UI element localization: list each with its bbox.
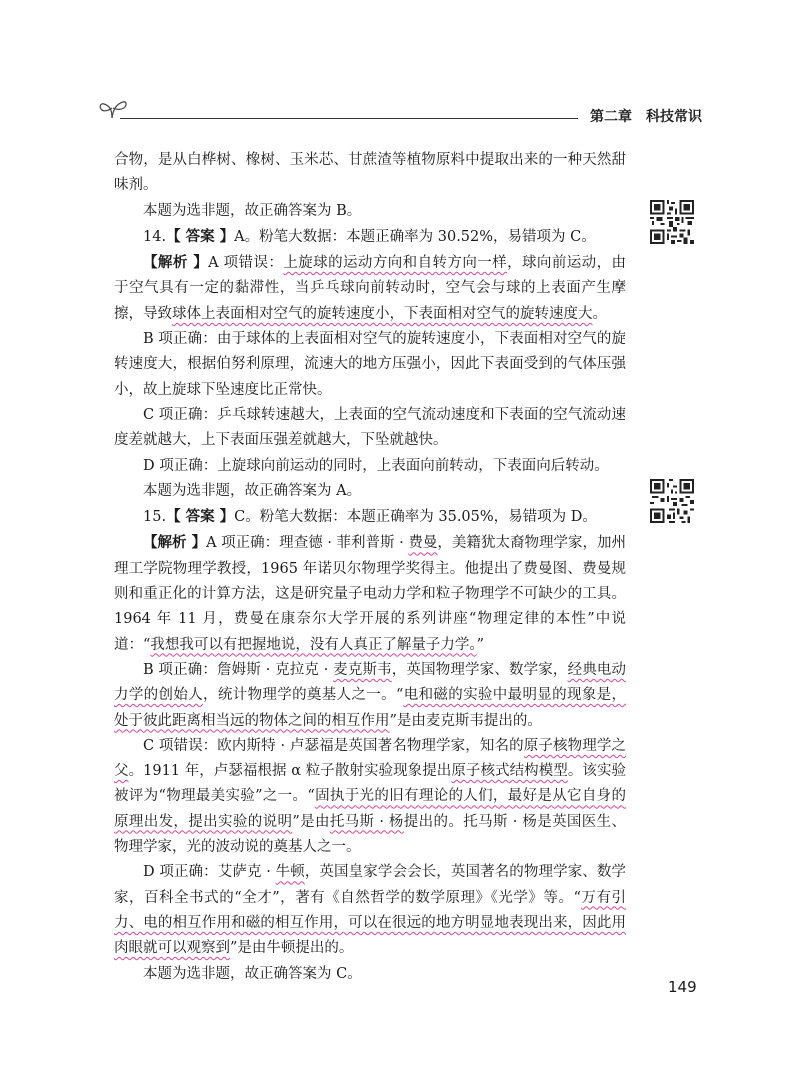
highlighted-text: 球体上表面相对空气的旋转速度小，下表面相对空气的旋转速度大 bbox=[172, 305, 593, 322]
analysis-15-c bbox=[114, 734, 626, 860]
highlighted-text: 经典电动力学的创始人 bbox=[114, 661, 627, 704]
text-run: C 项错误：欧内斯特 · 卢瑟福是英国著名物理学家，知名的 bbox=[143, 737, 524, 754]
analysis-14-c: C 项正确：乒乓球转速越大，上表面的空气流动速度和下表面的空气流动速度差就越大，上下表面压强差就越大，下坠就越快。 bbox=[114, 406, 626, 449]
paragraph: 合物，是从白桦树、橡树、玉米芯、甘蔗渣等植物原料中提取出来的一种天然甜味剂。 bbox=[114, 152, 626, 194]
text-run: A 项正确：理查德 · 菲利普斯 · bbox=[206, 535, 409, 552]
answer-15 bbox=[114, 504, 626, 530]
text-run: 。1911 年，卢瑟福根据 α 粒子散射实验现象提出 bbox=[128, 763, 452, 780]
question-number: 14. bbox=[143, 228, 167, 245]
qr-code-icon bbox=[650, 200, 694, 244]
highlighted-text: 固执于光的旧有理论的人们，最好是从它自身的原理出发，提出实验的说明 bbox=[114, 788, 626, 830]
question-number: 15. bbox=[143, 509, 167, 526]
text-run: ”是由 bbox=[292, 813, 330, 830]
highlighted-text: 电和磁的实验中最明显的现象是，处于彼此距离相当远的物体之间的相互作用 bbox=[114, 687, 626, 729]
page-number: 149 bbox=[668, 978, 697, 996]
text-run: ” bbox=[476, 636, 485, 653]
paragraph: 本题为选非题，故正确答案为 B。 bbox=[143, 202, 362, 219]
text-run: ，球向前运动，由于空气具有一定的黏滞性，当乒乓球向前转动时，空气会与球的上表面产生摩擦，导致 bbox=[114, 255, 626, 322]
text-run: A 项错误： bbox=[208, 255, 284, 272]
highlighted-text: 麦克斯韦 bbox=[333, 661, 392, 678]
running-header bbox=[98, 96, 702, 126]
text-run: ”是由麦克斯韦提出的。 bbox=[389, 712, 542, 729]
highlighted-text: 牛顿 bbox=[275, 864, 305, 881]
answer-text: A。粉笔大数据：本题正确率为 30.52%，易错项为 C。 bbox=[234, 228, 596, 245]
analysis-label: 【解析 】 bbox=[143, 534, 207, 552]
text-run: ，英国物理学家、数学家， bbox=[391, 661, 568, 678]
answer-label: 【 答案 】 bbox=[166, 508, 235, 526]
text-run: 。该实验被评为“物理最美实验”之一。“ bbox=[114, 763, 627, 805]
leaf-sprout-icon bbox=[98, 96, 128, 120]
analysis-14-b: B 项正确：由于球体的上表面相对空气的旋转速度小，下表面相对空气的旋转速度大，根据伯努利原理，流速大的地方压强小，因此下表面受到的气体压强小，故上旋球下坠速度比正常快。 bbox=[114, 331, 626, 398]
highlighted-text: 原子核物理学之父 bbox=[114, 737, 627, 780]
highlighted-text: 我想我可以有把握地说，没有人真正了解量子力学。 bbox=[150, 636, 477, 653]
page-body bbox=[114, 148, 626, 987]
analysis-15-d bbox=[114, 860, 626, 961]
analysis-14-a bbox=[114, 250, 626, 327]
analysis-14-d: D 项正确：上旋球向前运动的同时，上表面向前转动，下表面向后转动。 bbox=[143, 457, 609, 474]
header-rule bbox=[120, 118, 578, 119]
chapter-title: 科技常识 bbox=[646, 109, 702, 125]
text-run: 。 bbox=[592, 305, 607, 322]
text-run: 提出的。托马斯 · 杨是英国医生、物理学家，光的波动说的奠基人之一。 bbox=[114, 813, 627, 856]
text-run: ”是由牛顿提出的。 bbox=[230, 940, 354, 957]
answer-text: C。粉笔大数据：本题正确率为 35.05%，易错项为 D。 bbox=[234, 509, 597, 526]
text-run: ，美籍犹太裔物理学家，加州理工学院物理学教授，1965 年诺贝尔物理学奖得主。他提出了费曼图、费曼规则和重正化的计算方法，这是研究量子电动力学和粒子物理学不可缺少的工具。1964 年 11 月，费曼在康奈尔大学开展的系列讲座“物理定律的本性”中说道：“ bbox=[114, 535, 626, 653]
highlighted-text: 上旋球的运动方向和自转方向一样 bbox=[283, 255, 508, 272]
conclusion-15: 本题为选非题，故正确答案为 C。 bbox=[143, 965, 362, 982]
highlighted-text: 托马斯 · 杨 bbox=[329, 813, 404, 830]
analysis-label: 【解析 】 bbox=[143, 254, 209, 272]
highlighted-text: 原子核式结构模型 bbox=[451, 763, 568, 780]
text-run: ，英国皇家学会会长，英国著名的物理学家、数学家，百科全书式的“全才”，著有《自然哲学的数学原理》《光学》等。“ bbox=[114, 864, 627, 906]
qr-code-icon bbox=[650, 479, 694, 523]
answer-label: 【 答案 】 bbox=[166, 227, 235, 245]
chapter-number: 第二章 bbox=[590, 109, 632, 125]
analysis-15-a bbox=[114, 530, 626, 657]
text-run: B 项正确：詹姆斯 · 克拉克 · bbox=[143, 661, 334, 678]
highlighted-text: 万有引力、电的相互作用和磁的相互作用，可以在很远的地方明显地表现出来，因此用肉眼就可以观察到 bbox=[114, 889, 626, 957]
text-run: D 项正确：艾萨克 · bbox=[143, 864, 276, 881]
answer-14 bbox=[114, 224, 626, 250]
text-run: ，统计物理学的奠基人之一。“ bbox=[203, 687, 404, 704]
highlighted-text: 费曼 bbox=[408, 535, 438, 552]
conclusion-14: 本题为选非题，故正确答案为 A。 bbox=[143, 482, 362, 499]
analysis-15-b bbox=[114, 658, 626, 734]
